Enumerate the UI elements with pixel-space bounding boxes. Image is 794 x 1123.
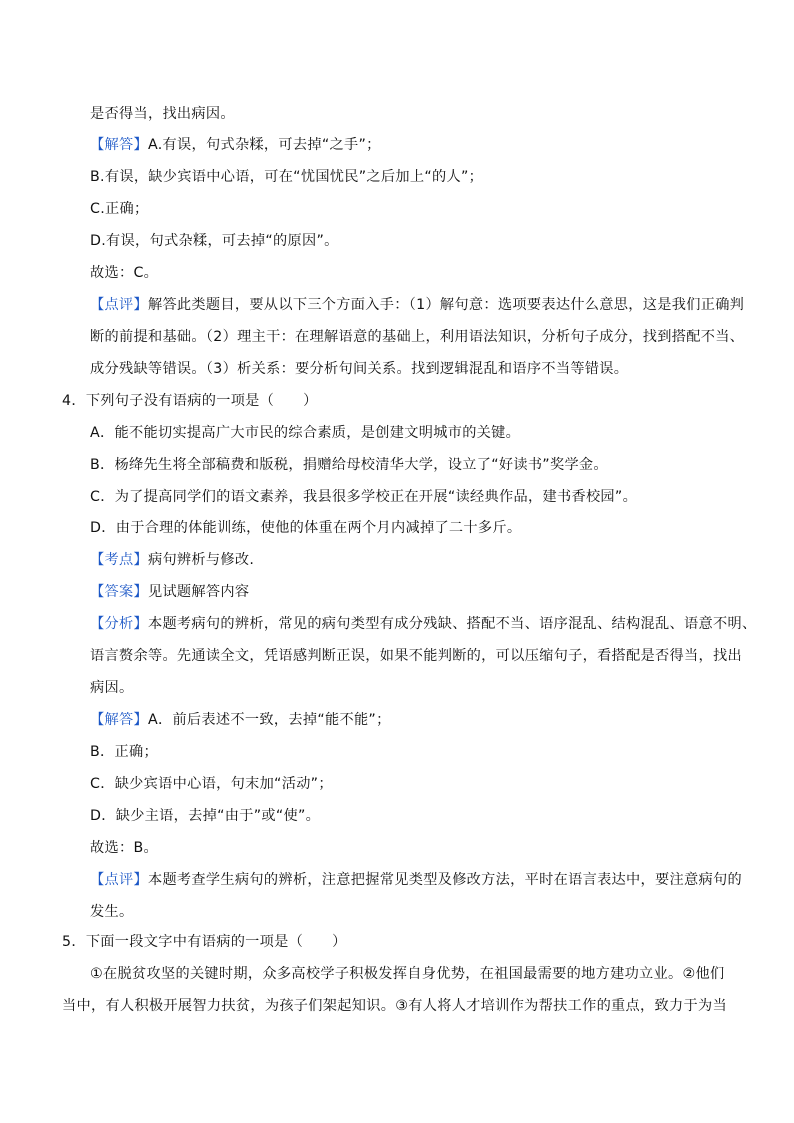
q5-passage-line-2: 当中，有人积极开展智力扶贫，为孩子们架起知识。③有人将人才培训作为帮扶工作的重点，致力于为当 xyxy=(62,998,727,1014)
q5-passage-line-1: ①在脱贫攻坚的关键时期，众多高校学子积极发挥自身优势，在祖国最需要的地方建功立业。②他们 xyxy=(90,966,725,982)
q4-daan xyxy=(90,582,249,602)
fenxi-tag: 【分析】 xyxy=(90,616,148,632)
comment-tag: 【点评】 xyxy=(90,297,148,313)
q4-jieda-a-text: A．前后表述不一致，去掉“能不能”； xyxy=(147,712,391,728)
q4-dianping-line-2: 发生。 xyxy=(90,904,134,920)
answer-tag: 【解答】 xyxy=(90,137,148,153)
jieda-tag: 【解答】 xyxy=(90,712,148,728)
q3-answer-b: B.有误，缺少宾语中心语，可在“忧国忧民”之后加上“的人”； xyxy=(90,169,484,185)
q4-option-b: B．杨绛先生将全部稿费和版税，捐赠给母校清华大学，设立了“好读书”奖学金。 xyxy=(90,457,608,473)
q4-jieda-b: B．正确； xyxy=(90,744,158,760)
q4-jieda-a xyxy=(90,710,391,730)
q3-answer-c: C.正确； xyxy=(90,201,149,217)
q3-choice: 故选：C。 xyxy=(90,265,159,281)
kaodian-tag: 【考点】 xyxy=(90,552,148,568)
q4-option-d: D．由于合理的体能训练，使他的体重在两个月内减掉了二十多斤。 xyxy=(90,520,522,536)
q4-option-c: C．为了提高同学们的语文素养，我县很多学校正在开展“读经典作品，建书香校园”。 xyxy=(90,489,638,505)
q3-comment-text-1: 解答此类题目，要从以下三个方面入手：（1）解句意：选项要表达什么意思，这是我们正确判 xyxy=(147,297,745,313)
q4-stem: 4．下列句子没有语病的一项是（ ） xyxy=(62,393,318,409)
q5-stem: 5．下面一段文字中有语病的一项是（ ） xyxy=(62,934,347,950)
q3-answer-d: D.有误，句式杂糅，可去掉“的原因”。 xyxy=(90,233,339,249)
q3-comment-line-2: 断的前提和基础。（2）理主干：在理解语意的基础上，利用语法知识，分析句子成分，找到搭配不当、 xyxy=(90,329,745,345)
q4-jieda-d: D．缺少主语，去掉“由于”或“使”。 xyxy=(90,808,321,824)
q4-choice: 故选：B。 xyxy=(90,840,158,856)
q4-kaodian-text: 病句辨析与修改. xyxy=(147,552,255,568)
q4-kaodian xyxy=(90,550,254,570)
q3-comment-line-3: 成分残缺等错误。（3）析关系：要分析句间关系。找到逻辑混乱和语序不当等错误。 xyxy=(90,361,629,377)
daan-tag: 【答案】 xyxy=(90,584,148,600)
q4-fenxi-line-1 xyxy=(90,614,756,634)
q4-dianping-text-1: 本题考查学生病句的辨析，注意把握常见类型及修改方法，平时在语言表达中，要注意病句的 xyxy=(147,872,742,888)
q4-dianping-line-1 xyxy=(90,870,742,890)
q4-fenxi-line-3: 病因。 xyxy=(90,680,134,696)
q4-option-a: A．能不能切实提高广大市民的综合素质，是创建文明城市的关键。 xyxy=(90,425,521,441)
q4-fenxi-text-1: 本题考病句的辨析，常见的病句类型有成分残缺、搭配不当、语序混乱、结构混乱、语意不明、 xyxy=(147,616,757,632)
q4-fenxi-line-2: 语言赘余等。先通读全文，凭语感判断正误，如果不能判断的，可以压缩句子，看搭配是否得当，找出 xyxy=(90,648,742,664)
q3-comment-line-1 xyxy=(90,295,744,315)
dianping-tag: 【点评】 xyxy=(90,872,148,888)
q3-answer-a xyxy=(90,135,381,155)
q4-daan-text: 见试题解答内容 xyxy=(147,584,250,600)
q3-answer-a-text: A.有误，句式杂糅，可去掉“之手”； xyxy=(147,137,381,153)
q4-jieda-c: C．缺少宾语中心语，句末加“活动”； xyxy=(90,776,333,792)
q3-continuation: 是否得当，找出病因。 xyxy=(90,106,235,122)
